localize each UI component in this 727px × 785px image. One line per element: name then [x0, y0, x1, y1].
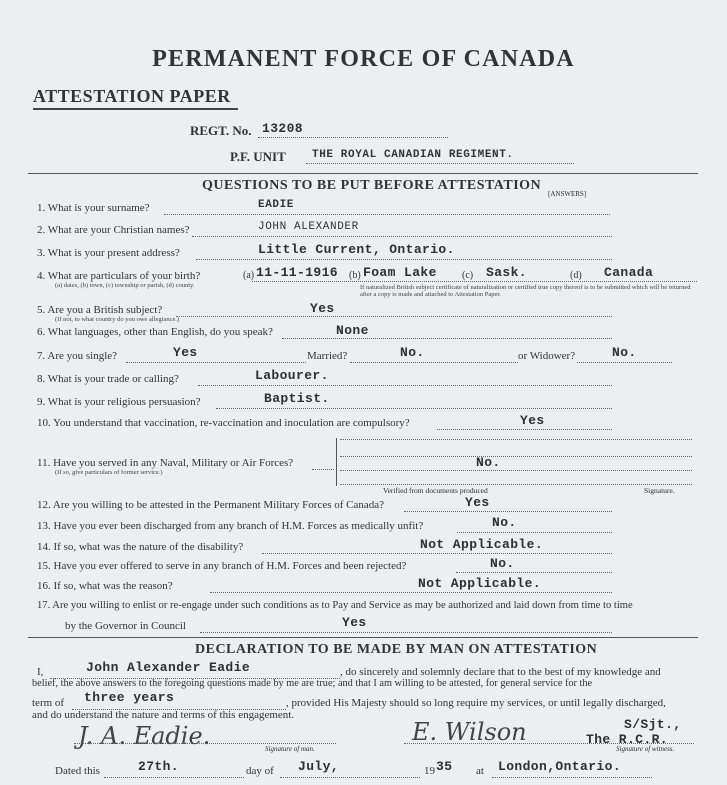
q8-label: 8. What is your trade or calling? [37, 373, 179, 385]
q17-label: 17. Are you willing to enlist or re-engage under such conditions as to Pay and Service as may be authorized and laid down from time to time [37, 600, 633, 611]
q15-answer: No. [490, 556, 515, 571]
dated-day-of-label: day of [246, 765, 274, 777]
man-signature-dots [74, 743, 336, 744]
declaration-heading: DECLARATION TO BE MADE BY MAN ON ATTESTATION [195, 642, 598, 657]
q1-answer: EADIE [258, 199, 295, 211]
q16-label: 16. If so, what was the reason? [37, 580, 173, 592]
regt-dots [258, 137, 448, 138]
q12-dots [404, 511, 612, 512]
q4-county: Canada [604, 265, 654, 280]
q15-label: 15. Have you ever offered to serve in any branch of H.M. Forces and been rejected? [37, 560, 407, 572]
q11-line-3 [340, 470, 692, 471]
q4-c-mark: (c) [462, 270, 474, 281]
q4-date: 11-11-1916 [256, 265, 339, 280]
q10-answer: Yes [520, 413, 545, 428]
q5-answer: Yes [310, 301, 335, 316]
unit-label: P.F. UNIT [230, 149, 286, 164]
witness-signature-label: Signature of witness. [616, 745, 675, 753]
q8-answer: Labourer. [255, 368, 329, 383]
q11-label: 11. Have you served in any Naval, Military or Air Forces? [37, 457, 294, 469]
q16-dots [210, 592, 612, 593]
q14-label: 14. If so, what was the nature of the disability? [37, 541, 244, 553]
dated-place: London,Ontario. [498, 759, 622, 774]
witness-unit: The R.C.R. [586, 732, 669, 747]
dated-year: 35 [436, 759, 453, 774]
document-subtitle: ATTESTATION PAPER [33, 86, 231, 106]
q6-dots [282, 338, 612, 339]
regt-label: REGT. No. [190, 123, 252, 138]
q4-label: 4. What are particulars of your birth? [37, 270, 201, 282]
q8-dots [198, 385, 612, 386]
questions-bottom-rule [28, 637, 698, 638]
declaration-text-4: and do understand the nature and terms of this engagement. [32, 709, 295, 721]
q4-a-mark: (a) [243, 270, 255, 281]
declaration-term-value: three years [84, 690, 175, 705]
q4-b-mark: (b) [349, 270, 361, 281]
q13-answer: No. [492, 515, 517, 530]
q3-label: 3. What is your present address? [37, 247, 180, 259]
q1-dots [164, 214, 610, 215]
q7-answer-single: Yes [173, 345, 198, 360]
q7-answer-widower: No. [612, 345, 637, 360]
unit-value: THE ROYAL CANADIAN REGIMENT. [312, 149, 514, 161]
q7-dots-a [126, 362, 306, 363]
dated-at-label: at [476, 765, 484, 777]
q11-sub: (If so, give particulars of former service.) [55, 469, 163, 476]
q7-dots-b [350, 362, 518, 363]
q11-line-4 [340, 484, 692, 485]
dated-place-dots [492, 777, 652, 778]
q14-dots [262, 553, 612, 554]
dated-month-dots [280, 777, 420, 778]
regt-value: 13208 [262, 121, 304, 136]
dated-label: Dated this [55, 765, 100, 777]
q9-label: 9. What is your religious persuasion? [37, 396, 201, 408]
q17-dots [200, 632, 612, 633]
q2-dots [192, 236, 612, 237]
q15-dots [456, 572, 612, 573]
q4-town: Foam Lake [363, 265, 437, 280]
q3-dots [196, 259, 612, 260]
q2-answer: JOHN ALEXANDER [258, 221, 359, 233]
q11-bracket [336, 438, 337, 486]
witness-rank: S/Sjt., [624, 717, 682, 732]
q7-dots-c [577, 362, 672, 363]
dated-year-prefix: 19 [424, 765, 435, 777]
q10-dots [437, 429, 612, 430]
q11-verified-label: Verified from documents produced [383, 486, 488, 495]
declaration-text-2: belief, the above answers to the foregoing questions made by me are true; and that I am willing to be attested, for general service for the [32, 678, 593, 689]
q11-signature-label: Signature. [644, 486, 675, 495]
questions-top-rule [28, 173, 698, 174]
q2-label: 2. What are your Christian names? [37, 224, 190, 236]
dated-day: 27th. [138, 759, 180, 774]
questions-heading: QUESTIONS TO BE PUT BEFORE ATTESTATION [202, 178, 542, 193]
q4-township: Sask. [486, 265, 528, 280]
q12-label: 12. Are you willing to be attested in the Permanent Military Forces of Canada? [37, 499, 385, 511]
q3-answer: Little Current, Ontario. [258, 242, 455, 257]
declaration-term-label: term of [32, 697, 65, 709]
q5-dots [176, 316, 612, 317]
declaration-text-1: , do sincerely and solemnly declare that to the best of my knowledge and [340, 666, 661, 678]
unit-dots [306, 163, 574, 164]
q5-label: 5. Are you a British subject? [37, 304, 163, 316]
q7-answer-married: No. [400, 345, 425, 360]
witness-signature: E. Wilson [412, 718, 527, 746]
subtitle-underline [33, 108, 238, 110]
declaration-text-3: , provided His Majesty should so long require my services, or until legally discharged, [286, 697, 666, 709]
q9-answer: Baptist. [264, 391, 330, 406]
document-title: PERMANENT FORCE OF CANADA [152, 46, 575, 72]
q6-answer: None [336, 323, 369, 338]
man-signature-label: Signature of man. [265, 745, 315, 753]
q13-label: 13. Have you ever been discharged from any branch of H.M. Forces as medically unfit? [37, 520, 424, 532]
q4-sub: (a) dates, (b) town, (c) township or parish, (d) county. [55, 282, 195, 289]
declaration-name: John Alexander Eadie [86, 660, 251, 675]
q13-dots [457, 532, 612, 533]
q5-sub: (If not, to what country do you owe allegiance.) [55, 316, 180, 323]
q16-answer: Not Applicable. [418, 576, 542, 591]
q11-line-1 [340, 439, 692, 440]
answers-label: [ANSWERS] [548, 190, 587, 198]
declaration-i-label: I, [37, 666, 44, 678]
q11-answer: No. [476, 455, 501, 470]
q1-label: 1. What is your surname? [37, 202, 150, 214]
q4-note: If naturalized British subject certificate of naturalization or certified true copy thereof is to be submitted which will be returned after a copy is made and attached to Attestation Paper. [360, 284, 691, 298]
q4-dots [252, 281, 697, 282]
q17-label-2: by the Governor in Council [65, 620, 186, 632]
q11-dots [312, 469, 334, 470]
q12-answer: Yes [465, 495, 490, 510]
q10-label: 10. You understand that vaccination, re-vaccination and inoculation are compulsory? [37, 417, 410, 429]
q14-answer: Not Applicable. [420, 537, 544, 552]
q4-d-mark: (d) [570, 270, 582, 281]
q7-widower-label: or Widower? [518, 350, 576, 362]
dated-day-dots [104, 777, 244, 778]
q7-label: 7. Are you single? [37, 350, 118, 362]
man-signature: J. A. Eadie. [78, 722, 211, 750]
q6-label: 6. What languages, other than English, do you speak? [37, 326, 273, 338]
q17-answer: Yes [342, 615, 367, 630]
q11-line-2 [340, 456, 692, 457]
dated-month: July, [298, 759, 340, 774]
q9-dots [216, 408, 612, 409]
q7-married-label: Married? [307, 350, 348, 362]
